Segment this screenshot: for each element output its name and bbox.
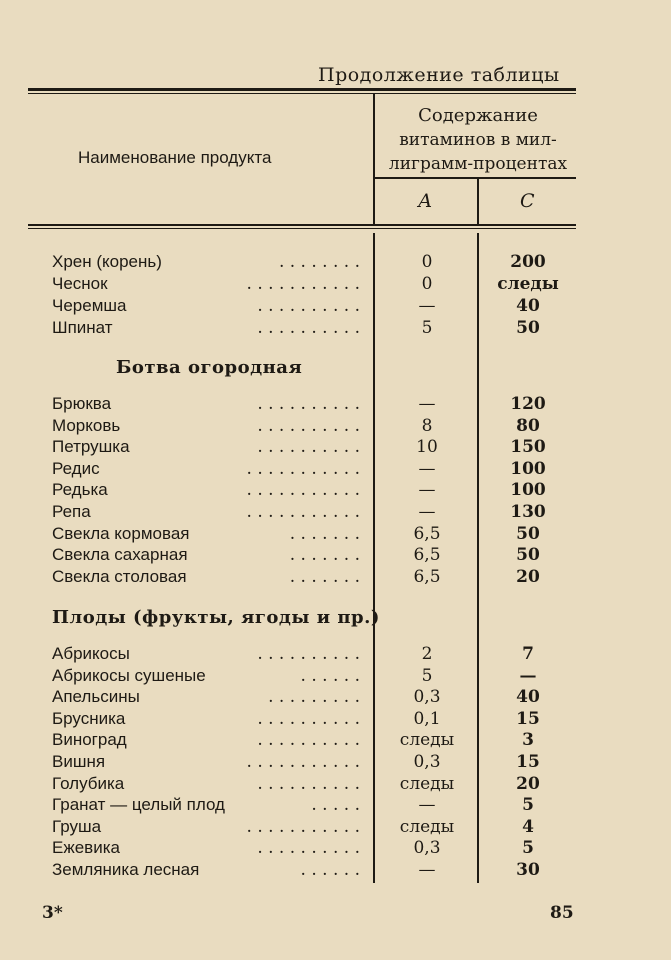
table-row xyxy=(0,501,671,523)
header-bottom-rule-2 xyxy=(28,228,576,229)
vitamin-c-value: 40 xyxy=(516,296,540,316)
leader-dots: . . . . . . . xyxy=(289,566,360,587)
vitamin-c-value: 130 xyxy=(510,502,546,522)
product-name: Свекла кормовая xyxy=(52,523,190,543)
table-row xyxy=(0,273,671,295)
vitamin-c-value: 50 xyxy=(516,545,540,566)
table-row xyxy=(0,729,671,751)
table-row xyxy=(0,708,671,730)
leader-dots: . . . . . . . . xyxy=(278,252,360,272)
vitamin-c-value: 7 xyxy=(522,644,534,664)
leader-dots: . . . . . . . . . . . xyxy=(246,816,360,837)
leader-dots: . . . . . . . . . . xyxy=(257,296,360,316)
table-row xyxy=(0,665,671,687)
vitamin-a-value: — xyxy=(418,458,436,479)
table-row xyxy=(0,251,671,273)
table-row xyxy=(0,837,671,859)
vitamin-c-value: 20 xyxy=(516,773,540,794)
vitamin-a-value: 0,3 xyxy=(413,752,441,772)
leader-dots: . . . . . . . . . . . xyxy=(246,458,360,479)
vitamin-a-value: — xyxy=(418,860,436,880)
header-bottom-rule-1 xyxy=(28,224,576,226)
vitamin-c-value: 40 xyxy=(516,687,540,708)
product-name: Брусника xyxy=(52,708,126,728)
vitamin-c-value: 200 xyxy=(510,252,546,272)
product-name: Гранат — целый плод xyxy=(52,795,225,815)
column-a-header: А xyxy=(418,190,433,212)
leader-dots: . . . . . . . . . . xyxy=(257,773,360,794)
vitamin-c-value: — xyxy=(519,665,537,686)
vitamin-c-value: следы xyxy=(497,274,559,294)
table-row xyxy=(0,393,671,415)
table-row xyxy=(0,544,671,566)
product-name: Репа xyxy=(52,502,91,521)
product-name: Абрикосы сушеные xyxy=(52,665,206,685)
vitamin-c-value: 50 xyxy=(516,523,540,544)
vitamin-content-header: Содержание витаминов в мил- лиграмм-процентах xyxy=(388,105,568,174)
table-row xyxy=(0,816,671,838)
table-row xyxy=(0,458,671,480)
section-title-fruits: Плоды (фрукты, ягоды и пр.) xyxy=(52,607,380,628)
continuation-title: Продолжение таблицы xyxy=(318,64,560,86)
leader-dots: . . . . . . . . . . . xyxy=(246,752,360,772)
vitamin-c-value: 30 xyxy=(516,860,540,880)
vitamin-a-value: 6,5 xyxy=(413,523,441,544)
leader-dots: . . . . . . . . . . xyxy=(257,708,360,729)
product-name: Редис xyxy=(52,458,100,478)
vitamin-c-value: 100 xyxy=(510,458,546,479)
leader-dots: . . . . . xyxy=(311,795,360,816)
table-row xyxy=(0,751,671,773)
vitamin-a-value: — xyxy=(418,394,436,414)
table-row xyxy=(0,415,671,437)
vitamin-a-value: 0 xyxy=(421,274,433,294)
leader-dots: . . . . . . . . . . xyxy=(257,318,360,338)
signature-mark: 3* xyxy=(42,903,63,923)
product-name: Черемша xyxy=(52,296,127,315)
vitamin-a-value: — xyxy=(418,795,436,816)
product-name: Ежевика xyxy=(52,838,120,858)
vitamin-a-value: 5 xyxy=(421,318,433,338)
vitamin-c-value: 80 xyxy=(516,415,540,436)
table-row xyxy=(0,295,671,317)
table-row xyxy=(0,773,671,795)
leader-dots: . . . . . . . . . . . xyxy=(246,502,360,522)
table-row xyxy=(0,523,671,545)
table-row xyxy=(0,643,671,665)
leader-dots: . . . . . . . xyxy=(289,523,360,544)
table-row xyxy=(0,794,671,816)
leader-dots: . . . . . . xyxy=(300,665,360,686)
vitamin-a-value: — xyxy=(418,296,436,316)
vitamin-c-value: 4 xyxy=(522,816,534,837)
table-row xyxy=(0,436,671,458)
vitamin-a-value: 0,3 xyxy=(413,838,441,859)
vitamin-a-value: — xyxy=(418,480,436,501)
product-name: Редька xyxy=(52,480,108,500)
leader-dots: . . . . . . . . . . xyxy=(257,394,360,414)
vitamin-a-value: 2 xyxy=(421,644,433,664)
vitamin-c-value: 3 xyxy=(522,730,534,751)
vitamin-a-value: — xyxy=(418,502,436,522)
table-row xyxy=(0,686,671,708)
header-vrule-ac xyxy=(477,178,479,224)
product-name: Морковь xyxy=(52,415,121,435)
leader-dots: . . . . . . . . . . . xyxy=(246,480,360,501)
leader-dots: . . . . . . . xyxy=(289,545,360,566)
product-name: Вишня xyxy=(52,752,106,771)
product-name: Свекла сахарная xyxy=(52,545,188,565)
vitamin-c-value: 5 xyxy=(522,795,534,816)
top-rule-thick xyxy=(28,88,576,91)
vitamin-a-value: 6,5 xyxy=(413,566,441,587)
product-name: Свекла столовая xyxy=(52,566,187,586)
leader-dots: . . . . . . . . . . . xyxy=(246,274,360,294)
leader-dots: . . . . . . . . . . xyxy=(257,730,360,751)
table-row xyxy=(0,317,671,339)
product-name: Голубика xyxy=(52,773,125,793)
vitamin-a-value: 5 xyxy=(421,665,433,686)
vitamin-c-value: 20 xyxy=(516,566,540,587)
leader-dots: . . . . . . . . . xyxy=(268,687,360,708)
vitamin-c-value: 15 xyxy=(516,752,540,772)
page-number: 85 xyxy=(550,903,574,923)
product-name: Груша xyxy=(52,816,102,836)
product-name: Чеснок xyxy=(52,274,108,293)
table-row xyxy=(0,479,671,501)
product-name: Абрикосы xyxy=(52,644,130,663)
table-row xyxy=(0,566,671,588)
header-vrule-main xyxy=(373,94,375,224)
vitamin-a-value: следы xyxy=(399,816,455,837)
leader-dots: . . . . . . . . . . xyxy=(257,644,360,664)
vitamin-a-value: 0,1 xyxy=(413,708,441,729)
table-row xyxy=(0,859,671,881)
product-name: Петрушка xyxy=(52,437,130,457)
product-column-header: Наименование продукта xyxy=(78,148,272,167)
product-name: Апельсины xyxy=(52,687,140,707)
header-subrule xyxy=(374,177,576,179)
vitamin-c-value: 100 xyxy=(510,480,546,501)
vitamin-a-value: 0,3 xyxy=(413,687,441,708)
leader-dots: . . . . . . . . . . xyxy=(257,437,360,458)
leader-dots: . . . . . . xyxy=(300,860,360,880)
vitamin-a-value: 10 xyxy=(416,437,438,458)
vitamin-a-value: 8 xyxy=(421,415,433,436)
vitamin-c-value: 5 xyxy=(522,838,534,859)
vitamin-c-value: 15 xyxy=(516,708,540,729)
product-name: Хрен (корень) xyxy=(52,252,162,271)
vitamin-c-value: 150 xyxy=(510,437,546,458)
vitamin-a-value: следы xyxy=(399,730,455,751)
product-name: Земляника лесная xyxy=(52,860,200,879)
vitamin-a-value: следы xyxy=(399,773,455,794)
vitamin-a-value: 6,5 xyxy=(413,545,441,566)
column-c-header: С xyxy=(520,190,535,212)
vitamin-c-value: 120 xyxy=(510,394,546,414)
leader-dots: . . . . . . . . . . xyxy=(257,415,360,436)
product-name: Виноград xyxy=(52,730,127,750)
vitamin-a-value: 0 xyxy=(421,252,433,272)
section-title-tops: Ботва огородная xyxy=(116,357,303,378)
vitamin-c-value: 50 xyxy=(516,318,540,338)
product-name: Брюква xyxy=(52,394,112,413)
product-name: Шпинат xyxy=(52,318,113,337)
top-rule-thin xyxy=(28,93,576,94)
leader-dots: . . . . . . . . . . xyxy=(257,838,360,859)
